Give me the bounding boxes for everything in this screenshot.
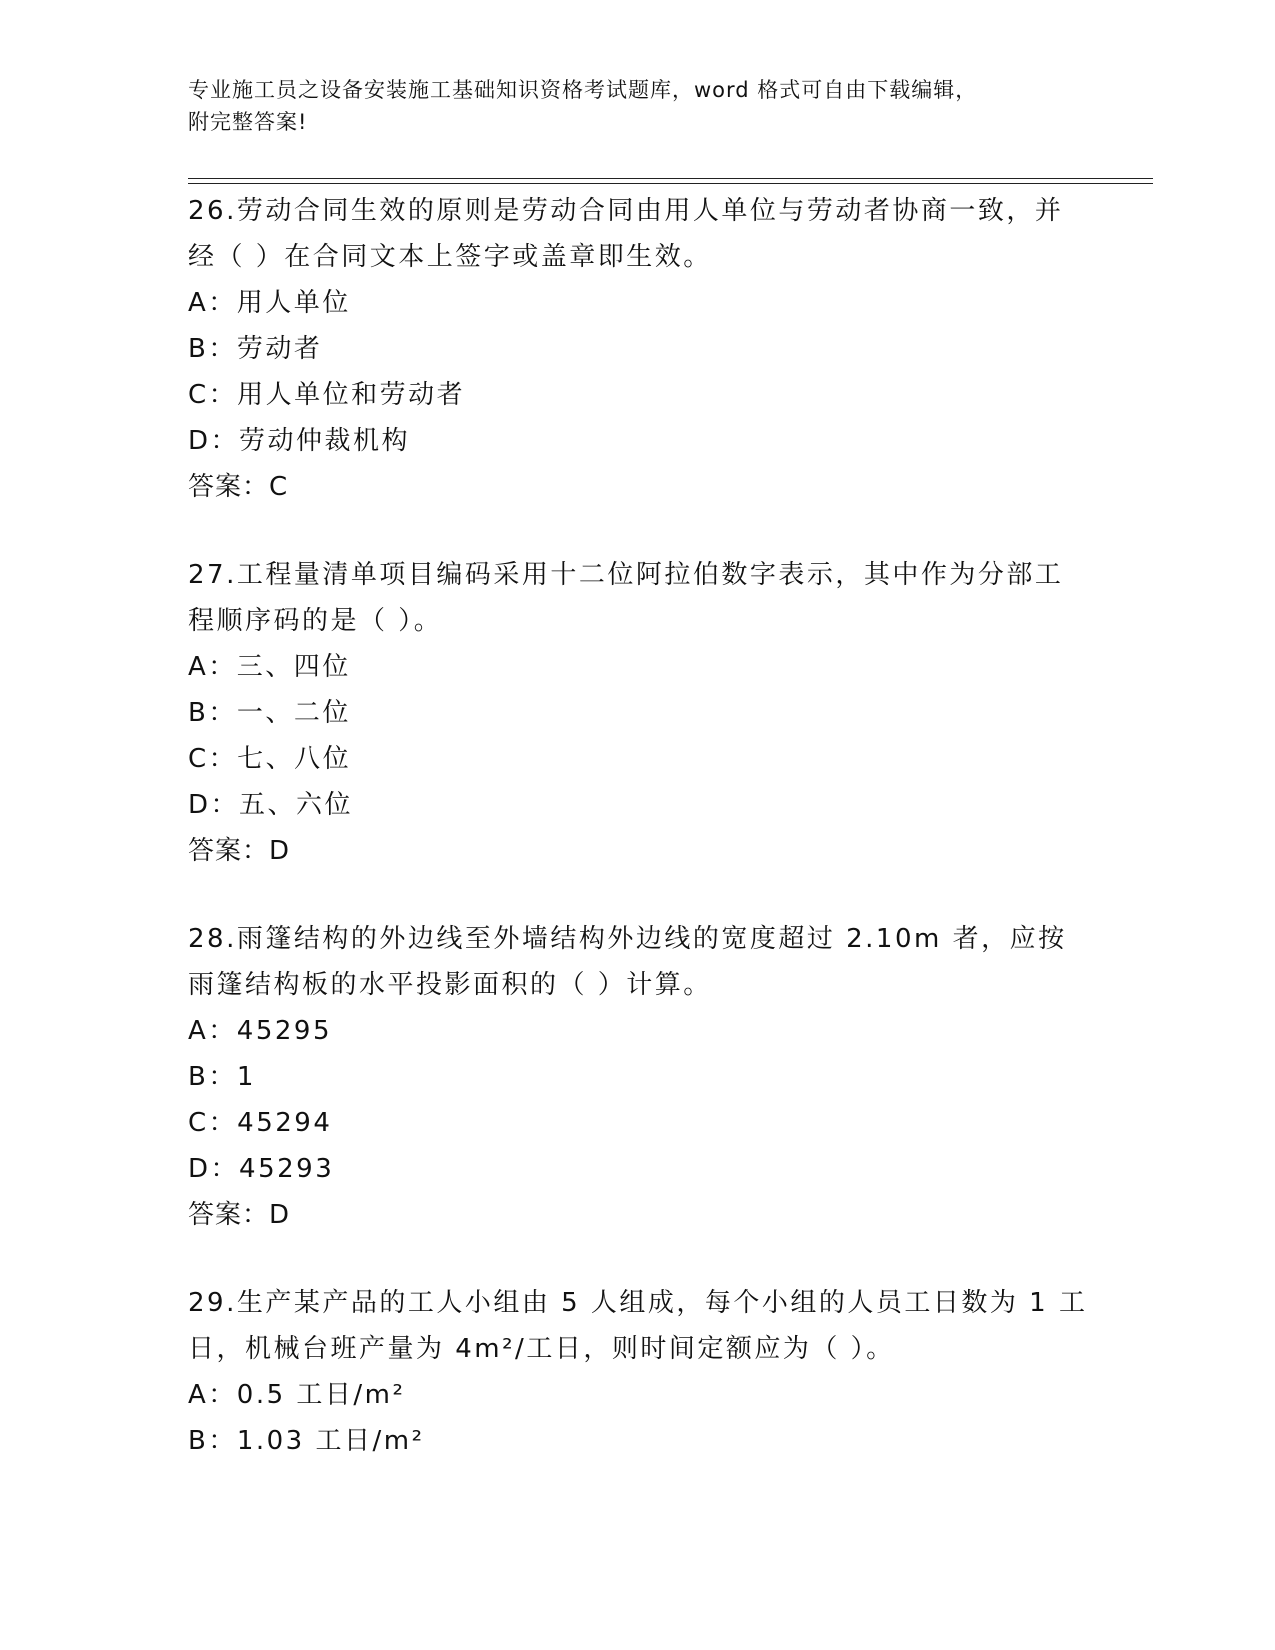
- question-29: [188, 1280, 1088, 1464]
- header-divider-top: [188, 178, 1153, 179]
- option-b: B：劳动者: [188, 334, 323, 364]
- question-26: [188, 188, 1088, 510]
- option-c: C：45294: [188, 1108, 333, 1138]
- option-d: D：劳动仲裁机构: [188, 426, 411, 456]
- question-28: [188, 916, 1088, 1238]
- header-line-2: 附完整答案!: [188, 110, 308, 134]
- question-text: 26.劳动合同生效的原则是劳动合同由用人单位与劳动者协商一致，并经（ ）在合同文本上签字或盖章即生效。: [188, 196, 1064, 272]
- option-a: A：用人单位: [188, 288, 351, 318]
- option-d: D：45293: [188, 1154, 335, 1184]
- option-a: A：0.5 工日/m²: [188, 1380, 406, 1410]
- question-text: 28.雨篷结构的外边线至外墙结构外边线的宽度超过 2.10m 者，应按雨篷结构板的水平投影面积的（ ）计算。: [188, 924, 1067, 1000]
- question-text: 29.生产某产品的工人小组由 5 人组成，每个小组的人员工日数为 1 工日，机械台班产量为 4m²/工日，则时间定额应为（ ）。: [188, 1288, 1088, 1364]
- answer: 答案：D: [188, 1200, 291, 1230]
- option-a: A：45295: [188, 1016, 332, 1046]
- answer: 答案：C: [188, 472, 289, 502]
- option-c: C：七、八位: [188, 744, 352, 774]
- question-text: 27.工程量清单项目编码采用十二位阿拉伯数字表示，其中作为分部工程顺序码的是（ ）。: [188, 560, 1064, 636]
- option-b: B：1.03 工日/m²: [188, 1426, 425, 1456]
- header-line-1: 专业施工员之设备安装施工基础知识资格考试题库，word 格式可自由下载编辑，: [188, 78, 978, 102]
- option-b: B：一、二位: [188, 698, 351, 728]
- option-c: C：用人单位和劳动者: [188, 380, 466, 410]
- option-d: D：五、六位: [188, 790, 354, 820]
- option-a: A：三、四位: [188, 652, 351, 682]
- document-header: [188, 74, 1088, 138]
- option-b: B：1: [188, 1062, 256, 1092]
- header-divider-bottom: [188, 183, 1153, 184]
- question-27: [188, 552, 1088, 874]
- answer: 答案：D: [188, 836, 291, 866]
